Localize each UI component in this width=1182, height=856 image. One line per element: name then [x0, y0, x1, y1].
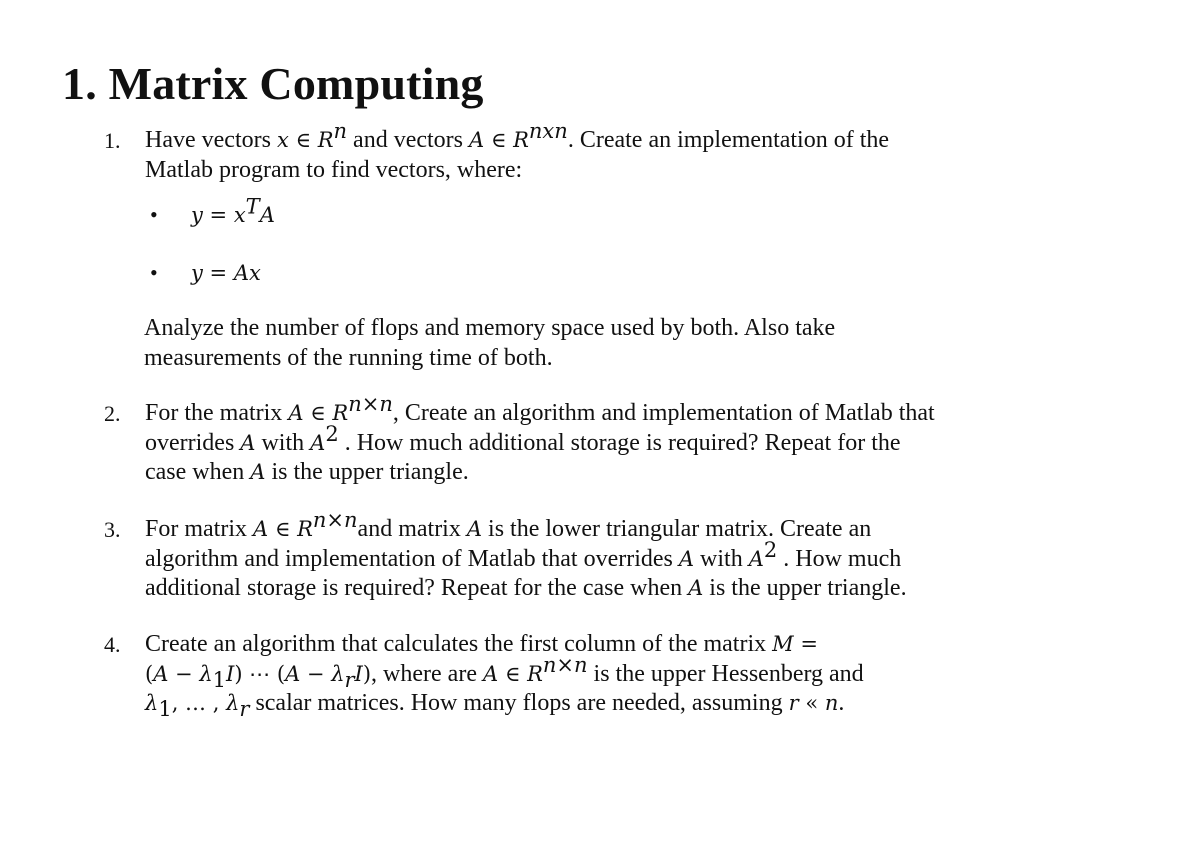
math-var: λ: [331, 661, 345, 686]
math-op: =: [202, 203, 234, 227]
math-var: λ: [226, 691, 240, 715]
text-run: overrides: [145, 429, 241, 456]
math-op: (: [145, 661, 154, 686]
item-number: 1.: [104, 128, 121, 153]
math-var: R: [513, 128, 529, 152]
math-sup: T: [245, 194, 260, 219]
math-var: A: [678, 546, 695, 571]
math-var: A: [288, 401, 304, 425]
item-line: [145, 630, 1065, 660]
math-var: R: [527, 661, 543, 686]
item-line: [145, 119, 1065, 156]
math-var: y: [191, 261, 203, 285]
item-line: [145, 458, 1065, 488]
item-text: [145, 392, 1065, 488]
text-run: is the upper triangle.: [265, 459, 469, 485]
math-op: =: [202, 261, 234, 285]
text-run: is the upper triangle.: [703, 575, 907, 601]
math-var: A: [469, 128, 485, 152]
paragraph-line: measurements of the running time of both.: [144, 344, 553, 371]
math-op: ) ⋯ (: [234, 661, 286, 686]
item-text: [145, 119, 1065, 185]
math-sup: n×n: [542, 652, 588, 677]
math-op: ∈: [268, 517, 298, 541]
math-sup: 2: [763, 537, 778, 562]
math-sup: nxn: [528, 119, 568, 143]
text-run: and matrix: [357, 516, 467, 542]
text-run: , Create an algorithm and implementation of Matlab that: [392, 400, 935, 426]
math-var: R: [317, 128, 334, 152]
paragraph-line: Analyze the number of flops and memory space used by both. Also take: [144, 315, 836, 341]
text-run: .: [838, 690, 845, 716]
math-var: n: [824, 691, 839, 715]
item-text: [145, 508, 1065, 604]
formula: [191, 258, 261, 288]
text-run: . How much: [777, 545, 902, 572]
math-var: y: [191, 203, 203, 227]
item-line: [145, 689, 1065, 719]
math-op: ∈: [498, 661, 528, 686]
text-run: additional storage is required? Repeat for the case when: [145, 575, 689, 601]
text-run: Have vectors: [145, 127, 277, 153]
math-var: x: [233, 203, 246, 227]
math-var: R: [297, 517, 313, 541]
math-sup: n: [333, 119, 348, 143]
item-line: Matlab program to find vectors, where:: [145, 156, 523, 183]
math-var: A: [748, 546, 764, 571]
item-text: [145, 630, 1065, 719]
math-sub: r: [344, 667, 355, 692]
math-var: A: [482, 661, 499, 686]
math-op: «: [798, 691, 825, 715]
text-run: scalar matrices. How many flops are needed, assuming: [249, 690, 789, 716]
item-line: [145, 392, 1065, 429]
text-run: is the lower triangular matrix. Create an: [482, 516, 872, 542]
text-run: with: [255, 429, 311, 456]
math-var: λ: [145, 691, 159, 715]
math-var: λ: [199, 661, 213, 686]
math-var: A: [250, 460, 266, 484]
math-var: A: [259, 203, 275, 227]
bullet-icon: •: [150, 202, 158, 227]
math-var: A: [466, 517, 483, 541]
math-op: −: [168, 661, 200, 686]
item-number: 3.: [104, 517, 121, 542]
math-var: A: [153, 661, 169, 686]
item-line: [145, 508, 1065, 545]
math-var: I: [226, 661, 235, 686]
math-op: ): [362, 661, 372, 686]
math-op: ∈: [303, 401, 333, 425]
text-run: with: [694, 545, 749, 572]
text-run: , where are: [371, 660, 483, 687]
text-run: algorithm and implementation of Matlab that overrides: [145, 545, 679, 572]
math-sub: r: [239, 696, 250, 721]
bullet-icon: •: [150, 260, 158, 285]
math-sup: n×n: [312, 508, 358, 532]
math-var: A: [285, 661, 301, 686]
text-run: case when: [145, 459, 251, 485]
math-var: Ax: [233, 261, 261, 285]
section-title: 1. Matrix Computing: [62, 58, 484, 109]
text-run: Create an algorithm that calculates the first column of the matrix: [145, 631, 773, 657]
math-var: A: [310, 430, 326, 455]
math-op: =: [793, 632, 818, 656]
item-line: [145, 537, 1065, 575]
math-sup: n×n: [348, 392, 393, 416]
math-var: I: [354, 661, 363, 686]
math-op: ∈: [288, 128, 318, 152]
math-op: ∈: [484, 128, 514, 152]
math-var: A: [253, 517, 269, 541]
math-sub: 1: [212, 667, 227, 692]
text-run: is the upper Hessenberg and: [587, 660, 864, 687]
math-op: −: [300, 661, 332, 686]
math-var: r: [788, 691, 799, 715]
math-var: A: [240, 430, 256, 455]
math-var: A: [688, 576, 704, 600]
text-run: For the matrix: [145, 400, 289, 426]
text-run: and vectors: [347, 127, 470, 153]
text-run: . Create an implementation of the: [567, 127, 890, 153]
math-var: M: [772, 632, 794, 656]
item-number: 2.: [104, 401, 121, 426]
math-sup: 2: [325, 421, 339, 446]
math-op: , … ,: [171, 691, 227, 715]
math-sub: 1: [158, 696, 172, 721]
formula: [191, 194, 275, 230]
text-run: For matrix: [145, 516, 253, 542]
math-var: R: [332, 401, 349, 425]
item-line: [145, 652, 1065, 692]
item-line: [145, 574, 1065, 604]
item-number: 4.: [104, 632, 121, 657]
item-1-paragraph: [144, 314, 835, 373]
text-run: . How much additional storage is required? Repeat for the: [338, 429, 901, 456]
math-var: x: [276, 128, 289, 152]
item-line: [145, 421, 1065, 459]
